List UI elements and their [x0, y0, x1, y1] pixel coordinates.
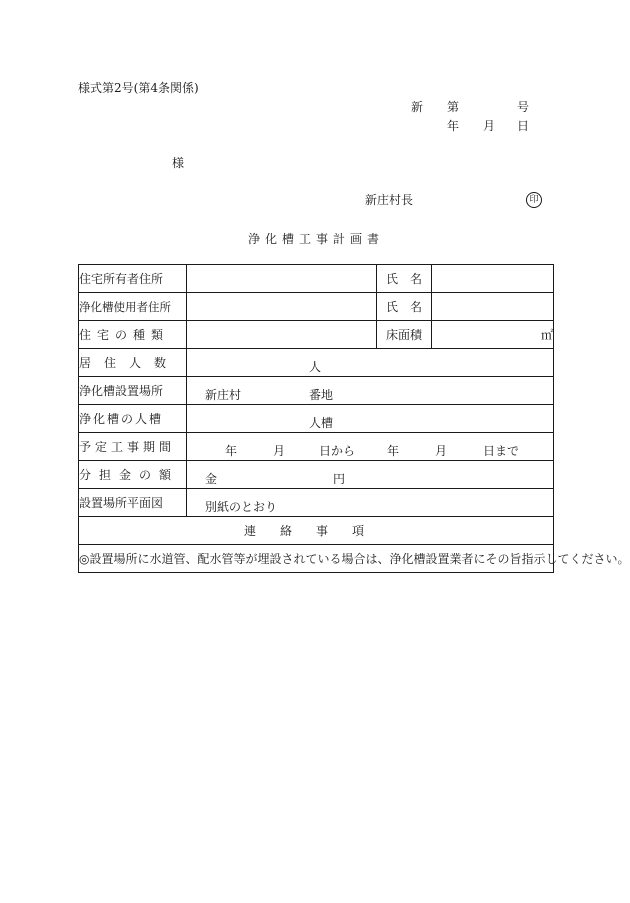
table-row: [79, 433, 554, 461]
plan-field[interactable]: [187, 489, 554, 517]
residents-unit: 人: [309, 360, 322, 374]
period-year-end: 年: [387, 444, 400, 458]
table-row: [79, 545, 554, 573]
date-month-label: 月: [483, 119, 496, 133]
capacity-label: 浄化槽の人槽: [79, 405, 187, 433]
shin-label: 新: [411, 100, 424, 114]
period-year-start: 年: [225, 444, 238, 458]
table-row: [79, 517, 554, 545]
table-row: [79, 293, 554, 321]
floor-area-field[interactable]: [432, 321, 554, 349]
date-day-label: 日: [517, 119, 530, 133]
seal-mark: 印: [526, 192, 542, 208]
lot-label: 番地: [309, 388, 334, 402]
table-row: [79, 405, 554, 433]
owner-name-field[interactable]: [432, 265, 554, 293]
issuer-title: 新庄村長: [365, 193, 414, 207]
form-number: 様式第2号(第4条関係): [78, 81, 199, 95]
table-row: [79, 489, 554, 517]
residents-label: 居住人数: [79, 349, 187, 377]
notes-header: 連絡事項: [79, 517, 554, 545]
period-field[interactable]: [187, 433, 554, 461]
owner-address-label: 住宅所有者住所: [79, 265, 187, 293]
table-row: [79, 265, 554, 293]
site-label: 浄化槽設置場所: [79, 377, 187, 405]
period-month-end: 月: [435, 444, 448, 458]
house-type-label: 住宅の種類: [79, 321, 187, 349]
yen-label: 円: [333, 472, 346, 486]
share-field[interactable]: [187, 461, 554, 489]
plan-label: 設置場所平面図: [79, 489, 187, 517]
dai-label: 第: [447, 100, 460, 114]
table-row: [79, 349, 554, 377]
capacity-field[interactable]: [187, 405, 554, 433]
period-from: 日から: [319, 444, 356, 458]
house-type-field[interactable]: [187, 321, 377, 349]
plan-value: 別紙のとおり: [205, 500, 278, 514]
share-label: 分担金の額: [79, 461, 187, 489]
user-name-label: 氏 名: [377, 293, 432, 321]
site-field[interactable]: [187, 377, 554, 405]
village-name: 新庄村: [205, 388, 242, 402]
go-label: 号: [517, 100, 530, 114]
user-address-field[interactable]: [187, 293, 377, 321]
period-to: 日まで: [483, 444, 520, 458]
addressee-suffix: 様: [172, 156, 185, 170]
notes-text: ◎設置場所に水道管、配水管等が埋設されている場合は、浄化槽設置業者にその旨指示してください。: [79, 545, 554, 573]
user-address-label: 浄化槽使用者住所: [79, 293, 187, 321]
table-row: [79, 461, 554, 489]
residents-field[interactable]: [187, 349, 554, 377]
owner-name-label: 氏 名: [377, 265, 432, 293]
period-month-start: 月: [273, 444, 286, 458]
date-year-label: 年: [447, 119, 460, 133]
area-unit: ㎡: [540, 328, 553, 342]
floor-area-label: 床面積: [377, 321, 432, 349]
document-title: 浄化槽工事計画書: [248, 232, 385, 246]
table-row: [79, 377, 554, 405]
table-row: [79, 321, 554, 349]
plan-form-table: [78, 264, 630, 573]
user-name-field[interactable]: [432, 293, 554, 321]
kin-label: 金: [205, 472, 218, 486]
owner-address-field[interactable]: [187, 265, 377, 293]
capacity-unit: 人槽: [309, 416, 334, 430]
period-label: 予定工事期間: [79, 433, 187, 461]
